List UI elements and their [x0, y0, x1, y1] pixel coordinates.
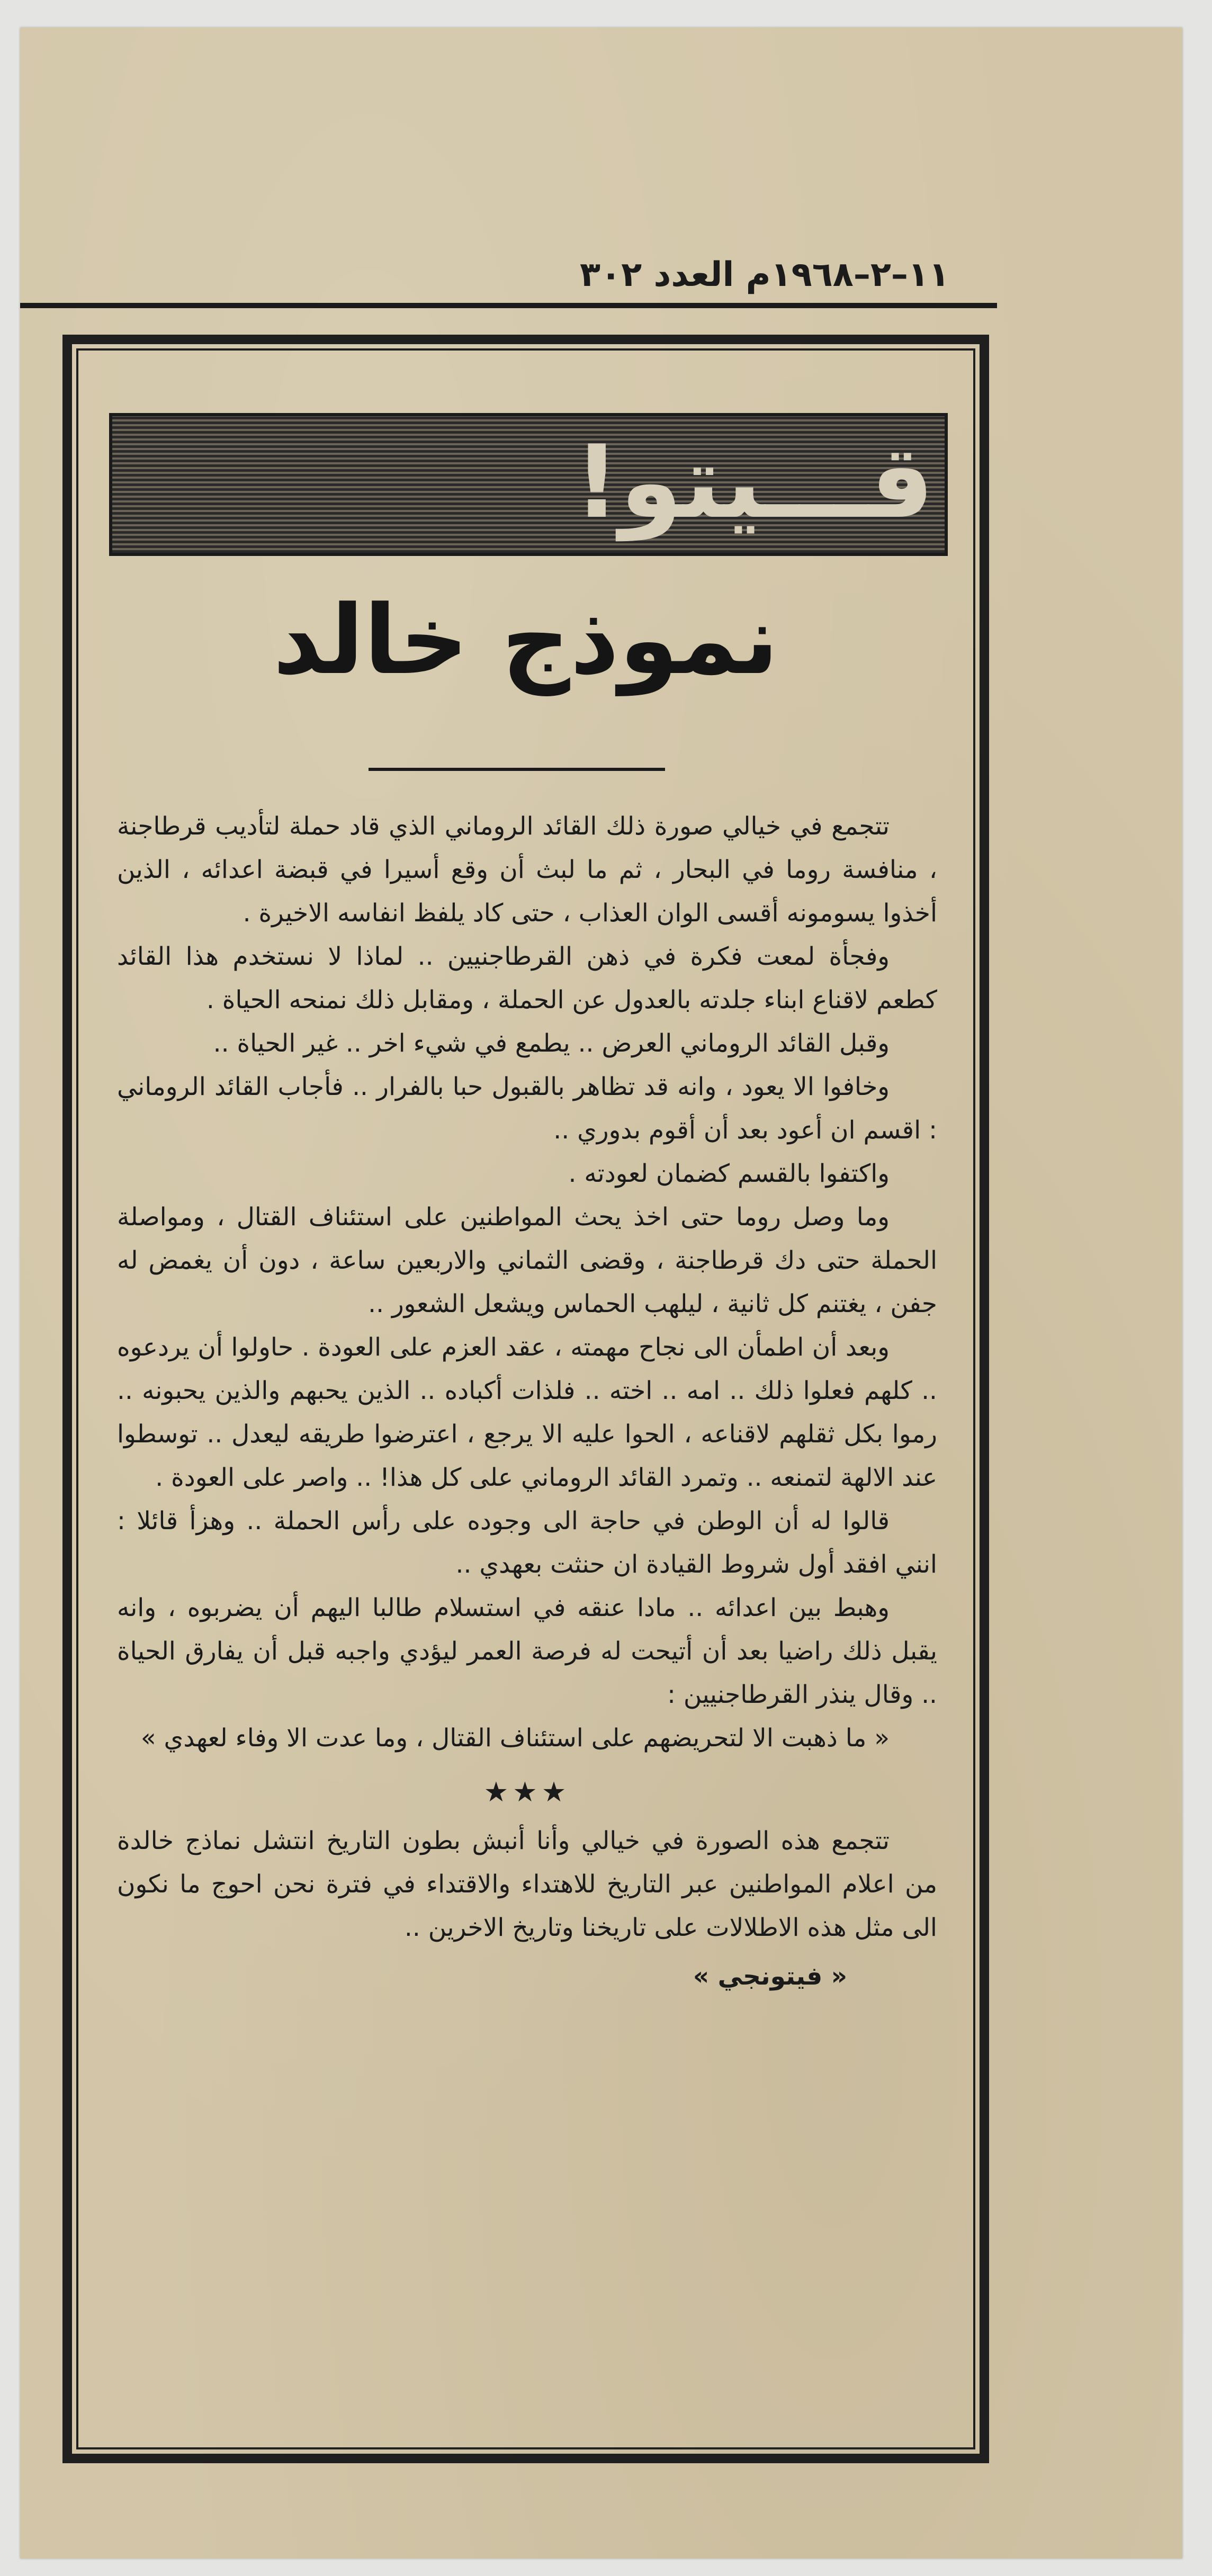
article-paragraph: وما وصل روما حتى اخذ يحث المواطنين على استئناف القتال ، ومواصلة الحملة حتى دك قرطاجنة ، وقضى الثماني والاربعين ساعة ، دون أن يغمض له جفن ، يغتنم كل ثانية ، ليلهب الحماس ويشعل الشعور .. [117, 1202, 937, 1318]
column-banner [109, 413, 948, 556]
article-paragraph: وفجأة لمعت فكرة في ذهن القرطاجنيين .. لماذا لا نستخدم هذا القائد كطعم لاقناع ابناء جلدته بالعدول عن الحملة ، ومقابل ذلك نمنحه الحياة . [117, 942, 937, 1015]
article-body [117, 805, 937, 1998]
article-paragraph: وخافوا الا يعود ، وانه قد تظاهر بالقبول حبا بالفرار .. فأجاب القائد الروماني : اقسم ان أعود بعد أن أقوم بدوري .. [117, 1072, 937, 1145]
article-paragraph: تتجمع في خيالي صورة ذلك القائد الروماني الذي قاد حملة لتأديب قرطاجنة ، منافسة روما في البحار ، ثم ما لبث أن وقع أسيرا في قبضة اعدائه ، الذين أخذوا يسومونه أقسى الوان العذاب ، حتى كاد يلفظ انفاسه الاخيرة . [117, 812, 937, 928]
author-signature: « فيتونجي » [693, 1962, 847, 1991]
article-paragraph: قالوا له أن الوطن في حاجة الى وجوده على رأس الحملة .. وهزأ قائلا : انني افقد أول شروط القيادة ان حنثت بعهدي .. [117, 1506, 937, 1579]
headline-rule [369, 768, 665, 771]
article-paragraph: وهبط بين اعدائه .. مادا عنقه في استسلام طالبا اليهم أن يضربوه ، وانه يقبل ذلك راضيا بعد أن أتيحت له فرصة العمر ليؤدي واجبه قبل أن يفارق الحياة .. وقال ينذر القرطاجنيين : [117, 1593, 937, 1709]
top-rule [20, 303, 997, 308]
article-headline: نموذج خالد [273, 585, 779, 696]
article-paragraph: وبعد أن اطمأن الى نجاح مهمته ، عقد العزم على العودة . حاولوا أن يردعوه .. كلهم فعلوا ذلك .. امه .. اخته .. فلذات أكباده .. الذين يحبهم والذين يحبونه .. رموا بكل ثقلهم لاقناعه ، الحوا عليه الا يرجع ، اعترضوا طريقه ليعدل .. توسطوا عند الالهة لتمنعه .. وتمرد القائد الروماني على كل هذا! .. واصر على العودة . [117, 1333, 937, 1492]
newspaper-clipping [20, 28, 1182, 2559]
section-separator: ★★★ [483, 1776, 571, 1808]
dateline: ١١–٢–١٩٦٨م العدد ٣٠٢ [580, 255, 949, 294]
article-quote: « ما ذهبت الا لتحريضهم على استئناف القتال ، وما عدت الا وفاء لعهدي » [140, 1724, 890, 1753]
article-paragraph: واكتفوا بالقسم كضمان لعودته . [568, 1159, 890, 1188]
article-paragraph: وقبل القائد الروماني العرض .. يطمع في شيء اخر .. غير الحياة .. [213, 1029, 890, 1058]
closing-paragraph: تتجمع هذه الصورة في خيالي وأنا أنبش بطون التاريخ انتشل نماذج خالدة من اعلام المواطنين عبر التاريخ للاهتداء والاقتداء في فترة نحن احوج ما نكون الى مثل هذه الاطلالات على تاريخنا وتاريخ الاخرين .. [117, 1826, 937, 1942]
article-frame [62, 335, 989, 2463]
column-banner-title: قـــيتو! [573, 424, 934, 541]
